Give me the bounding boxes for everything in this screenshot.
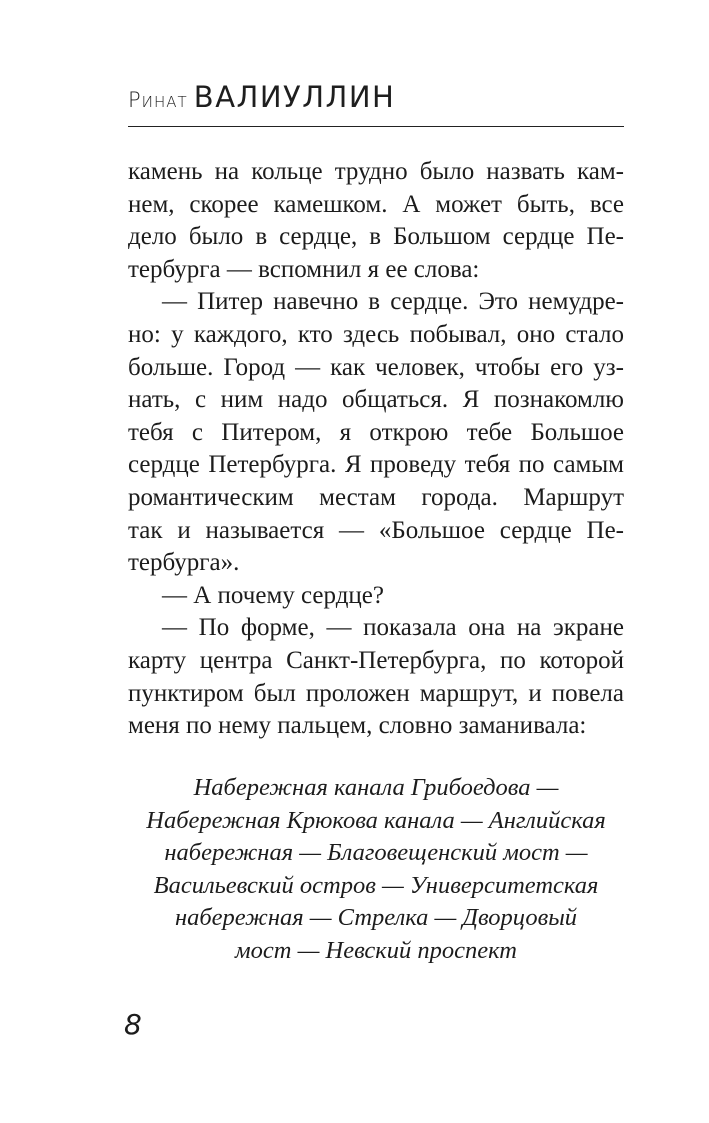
route-list xyxy=(118,772,634,968)
text-line: но: у каждого, кто здесь побывал, оно стало xyxy=(128,320,624,348)
text-line: тербурга». xyxy=(128,549,240,577)
route-line: набережная — Благовещенский мост — xyxy=(164,839,588,867)
text-line: сердце Петербурга. Я проведу тебя по самым xyxy=(128,451,624,479)
route-line: Васильевский остров — Университетская xyxy=(153,871,599,899)
route-line: мост — Невский проспект xyxy=(235,936,517,964)
text-line: нать, с ним надо общаться. Я познакомлю xyxy=(128,386,624,414)
route-line: Набережная канала Грибоедова — xyxy=(193,774,559,801)
text-line: — Питер навечно в сердце. Это немудре- xyxy=(162,288,624,316)
text-line: пунктиром был проложен маршрут, и повела xyxy=(128,679,624,707)
text-line: нем, скорее камешком. А может быть, все xyxy=(128,190,624,218)
text-line: так и называется — «Большое сердце Пе- xyxy=(128,516,624,544)
text-line: больше. Город — как человек, чтобы его уз- xyxy=(128,353,624,381)
text-line: карту центра Санкт-Петербурга, по которой xyxy=(128,646,624,674)
text-line: камень на кольце трудно было назвать кам- xyxy=(128,158,624,185)
text-line: романтическим местам города. Маршрут xyxy=(128,483,624,511)
running-header xyxy=(128,80,624,120)
author-last-name: ВАЛИУЛЛИН xyxy=(193,80,396,114)
text-line: — По форме, — показала она на экране xyxy=(162,614,624,642)
body-text xyxy=(128,156,624,743)
text-line: тебя с Питером, я открою тебе Большое xyxy=(128,418,624,446)
text-line: дело было в сердце, в Большом сердце Пе- xyxy=(128,223,624,251)
page-number: 8 xyxy=(124,1008,142,1041)
text-line: — А почему сердце? xyxy=(162,581,384,609)
header-rule xyxy=(128,126,624,127)
author-first-name: Ринат xyxy=(128,88,188,112)
text-line: меня по нему пальцем, словно заманивала: xyxy=(128,712,587,740)
text-line: тербурга — вспомнил я ее слова: xyxy=(128,255,480,283)
route-line: набережная — Стрелка — Дворцовый xyxy=(174,904,578,932)
route-line: Набережная Крюкова канала — Английская xyxy=(146,806,606,834)
